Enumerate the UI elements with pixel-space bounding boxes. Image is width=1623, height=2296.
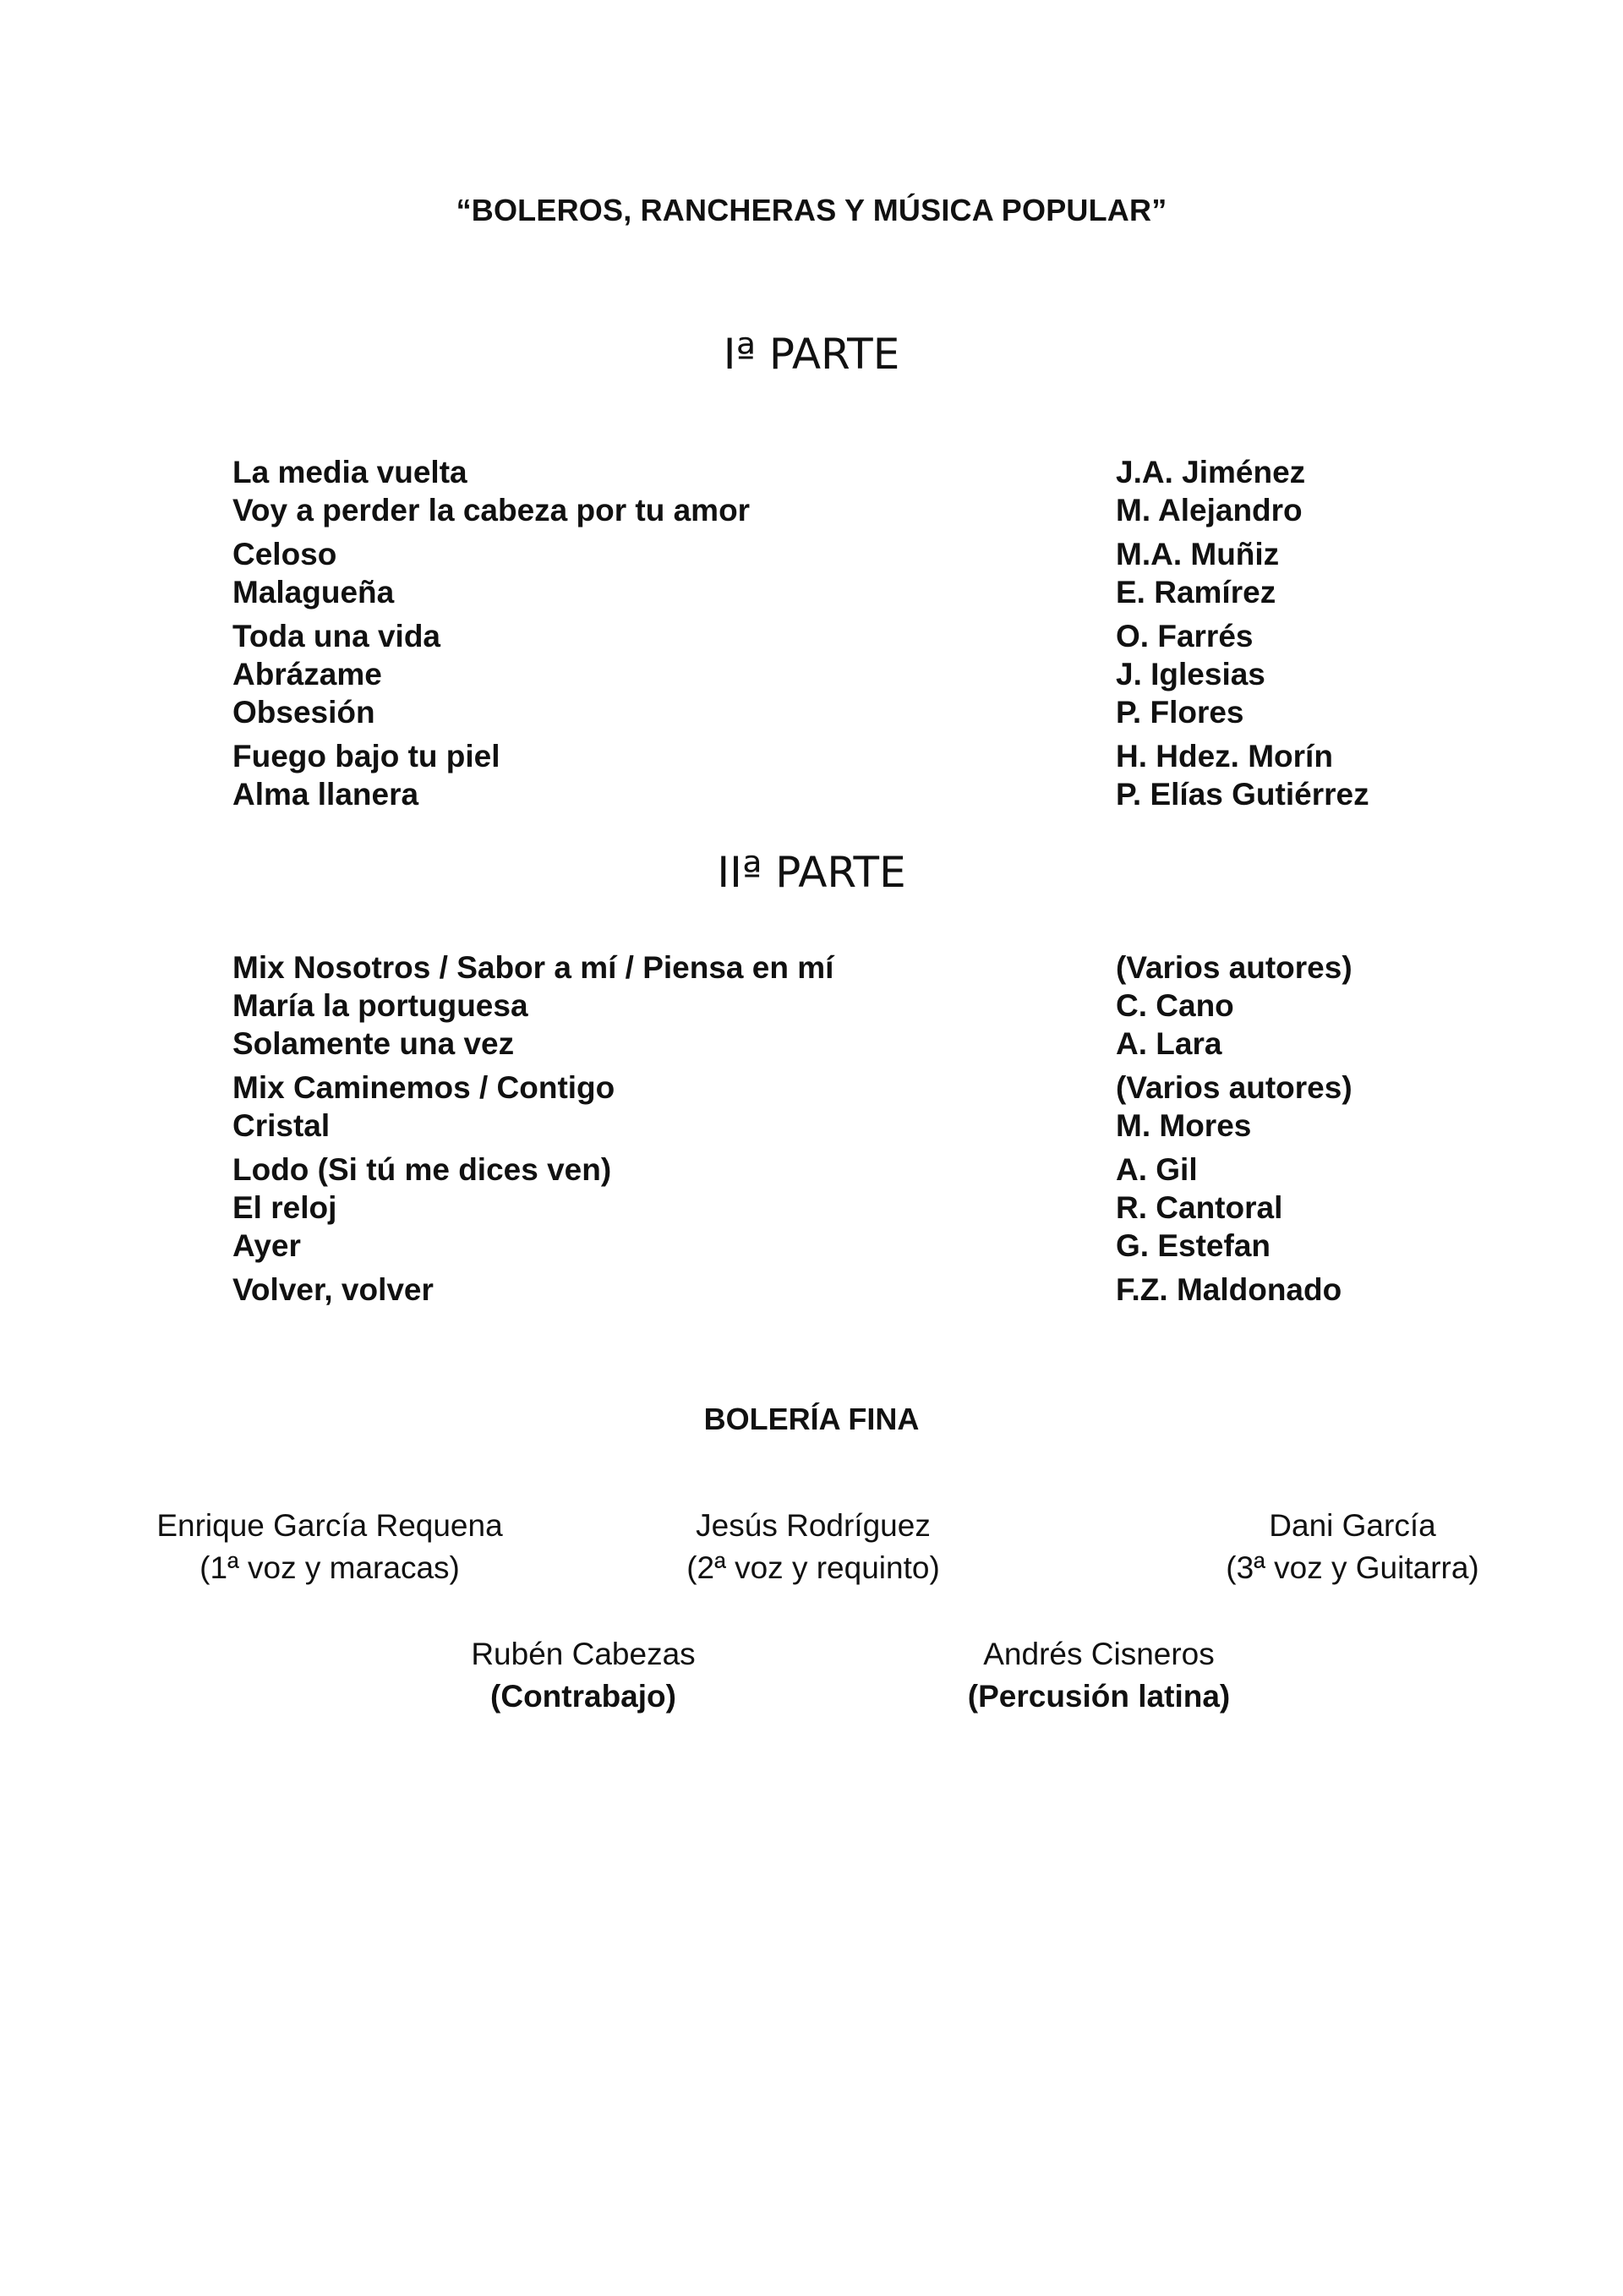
song-author: G. Estefan	[1116, 1228, 1271, 1263]
song-author: P. Flores	[1116, 695, 1244, 730]
part-two-heading: IIª PARTE	[717, 848, 906, 897]
song-title: El reloj	[232, 1190, 337, 1225]
part-one-song-list	[232, 453, 1416, 813]
song-author: P. Elías Gutiérrez	[1116, 777, 1369, 812]
part-one-heading: Iª PARTE	[723, 330, 900, 379]
song-row	[232, 948, 1416, 987]
song-author: A. Gil	[1116, 1152, 1198, 1187]
part-two-song-list	[232, 948, 1416, 1309]
song-author: C. Cano	[1116, 988, 1234, 1023]
song-row	[232, 1025, 1416, 1063]
song-author: J.A. Jiménez	[1116, 455, 1306, 489]
song-author: E. Ramírez	[1116, 575, 1276, 610]
song-author: M. Mores	[1116, 1108, 1252, 1143]
song-row	[232, 1227, 1416, 1265]
song-row	[232, 737, 1416, 775]
member-role: (2ª voz y requinto)	[686, 1550, 940, 1585]
song-title: Solamente una vez	[232, 1026, 515, 1061]
song-row	[232, 775, 1416, 813]
member-role: (3ª voz y Guitarra)	[1226, 1550, 1479, 1585]
member-card	[577, 1505, 1050, 1589]
song-title: Toda una vida	[232, 619, 441, 653]
song-title: Volver, volver	[232, 1272, 434, 1307]
song-author: J. Iglesias	[1116, 657, 1265, 692]
song-title: Lodo (Si tú me dices ven)	[232, 1152, 612, 1187]
member-role: (1ª voz y maracas)	[199, 1550, 460, 1585]
member-card	[862, 1633, 1336, 1718]
member-name: Dani García	[1269, 1508, 1436, 1543]
page-title: “BOLEROS, RANCHERAS Y MÚSICA POPULAR”	[456, 193, 1167, 227]
member-name: Rubén Cabezas	[471, 1637, 696, 1671]
song-author: O. Farrés	[1116, 619, 1254, 653]
member-card	[1116, 1505, 1589, 1589]
song-title: Celoso	[232, 537, 337, 571]
song-author: M.A. Muñiz	[1116, 537, 1280, 571]
member-name: Jesús Rodríguez	[696, 1508, 931, 1543]
song-title: Fuego bajo tu piel	[232, 739, 500, 774]
member-card	[93, 1505, 566, 1589]
song-author: M. Alejandro	[1116, 493, 1303, 528]
song-author: (Varios autores)	[1116, 1070, 1352, 1105]
song-row	[232, 535, 1416, 573]
song-row	[232, 1189, 1416, 1227]
song-title: Cristal	[232, 1108, 331, 1143]
song-row	[232, 617, 1416, 655]
song-row	[232, 655, 1416, 693]
song-author: A. Lara	[1116, 1026, 1222, 1061]
member-card	[347, 1633, 820, 1718]
song-title: Mix Nosotros / Sabor a mí / Piensa en mí	[232, 950, 834, 985]
song-author: F.Z. Maldonado	[1116, 1272, 1342, 1307]
member-name: Enrique García Requena	[156, 1508, 503, 1543]
song-author: H. Hdez. Morín	[1116, 739, 1333, 774]
song-row	[232, 1271, 1416, 1309]
song-row	[232, 693, 1416, 731]
song-row	[232, 1151, 1416, 1189]
member-role: (Contrabajo)	[490, 1679, 676, 1714]
song-row	[232, 491, 1416, 529]
song-title: Mix Caminemos / Contigo	[232, 1070, 615, 1105]
song-title: María la portuguesa	[232, 988, 528, 1023]
song-row	[232, 573, 1416, 611]
song-title: Voy a perder la cabeza por tu amor	[232, 493, 751, 528]
song-row	[232, 987, 1416, 1025]
song-title: Alma llanera	[232, 777, 419, 812]
member-role: (Percusión latina)	[967, 1679, 1231, 1714]
song-author: R. Cantoral	[1116, 1190, 1283, 1225]
song-title: Abrázame	[232, 657, 382, 692]
song-title: Obsesión	[232, 695, 375, 730]
member-name: Andrés Cisneros	[983, 1637, 1215, 1671]
song-author: (Varios autores)	[1116, 950, 1352, 985]
song-title: Malagueña	[232, 575, 395, 610]
song-row	[232, 1107, 1416, 1145]
song-title: La media vuelta	[232, 455, 467, 489]
group-name: BOLERÍA FINA	[703, 1402, 920, 1436]
song-title: Ayer	[232, 1228, 301, 1263]
song-row	[232, 453, 1416, 491]
song-row	[232, 1069, 1416, 1107]
